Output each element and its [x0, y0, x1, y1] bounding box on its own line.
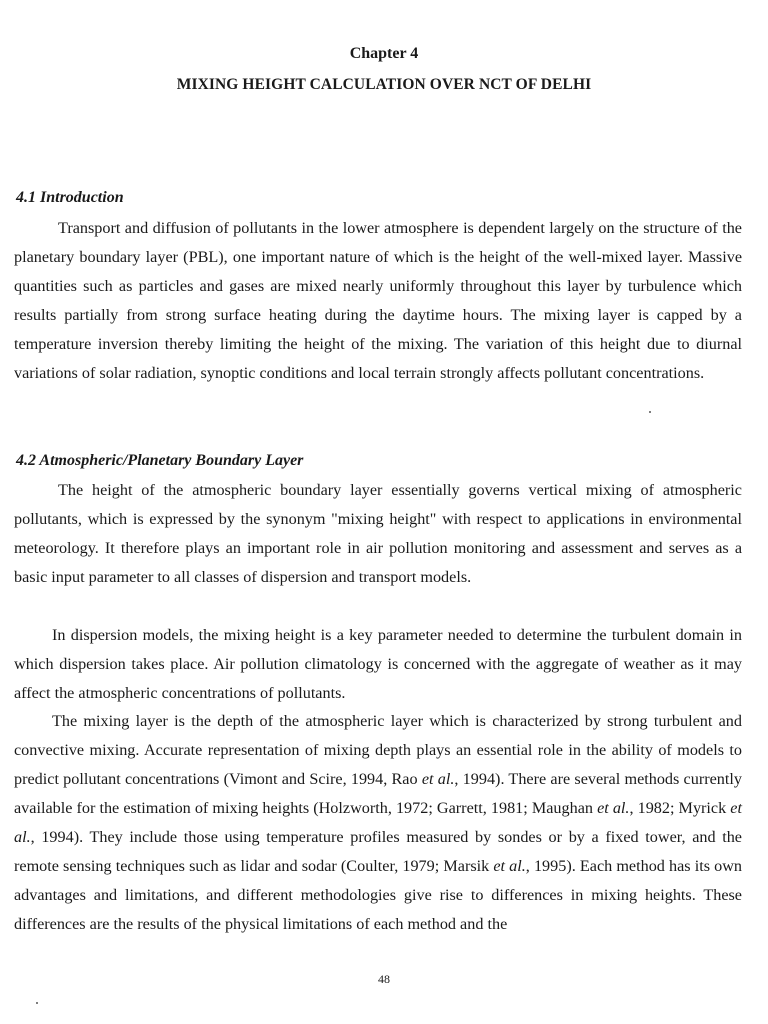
citation-et-al: et al.: [493, 857, 526, 875]
introduction-paragraph: Transport and diffusion of pollutants in the lower atmosphere is dependent largely on the structure of the planetary boundary layer (PBL), one important nature of which is the height of the well-mixed layer. Massive quantities such as particles and gases are mixed nearly uniformly throughout this layer by turbulence which results partially from strong surface heating during the daytime hours. The mixing layer is capped by a temperature inversion thereby limiting the height of the mixing. The variation of this height due to diurnal variations of solar radiation, synoptic conditions and local terrain strongly affects pollutant concentrations.: [14, 219, 742, 382]
scan-speck: [36, 1002, 38, 1004]
section-heading-boundary-layer: 4.2 Atmospheric/Planetary Boundary Layer: [16, 452, 304, 469]
boundary-layer-paragraph-3: [14, 707, 742, 939]
text-run: , 1994). There are several methods currently available for the estimation of mixing heights (Holzworth, 1972; Garrett, 1981; Maughan: [14, 770, 742, 817]
citation-et-al: et al.: [597, 799, 630, 817]
text-run: , 1995). Each method has its own advantages and limitations, and different methodologies give rise to differences in mixing heights. These differences are the results of the physical limitations of each method and the: [14, 857, 742, 933]
text-run: The mixing layer is the depth of the atmospheric layer which is characterized by strong turbulent and convective mixing. Accurate representation of mixing depth plays an essential role in the ability of models to predict pollutant concentrations (Vimont and Scire, 1994, Rao: [14, 712, 742, 788]
chapter-title: MIXING HEIGHT CALCULATION OVER NCT OF DELHI: [176, 76, 592, 93]
citation-et-al: et al.: [421, 770, 455, 788]
scan-speck: [649, 411, 651, 413]
boundary-layer-paragraph-2: In dispersion models, the mixing height is a key parameter needed to determine the turbulent domain in which dispersion takes place. Air pollution climatology is concerned with the aggregate of weather as it may affect the atmospheric concentrations of pollutants.: [14, 626, 742, 702]
page-number: 48: [378, 972, 390, 986]
section-heading-introduction: 4.1 Introduction: [16, 189, 124, 206]
citation-et-al: et al.: [14, 799, 742, 846]
text-run: , 1982; Myrick: [629, 799, 731, 817]
chapter-number: Chapter 4: [349, 45, 419, 62]
text-run: , 1994). They include those using temperature profiles measured by sondes or by a fixed tower, and the remote sensing techniques such as lidar and sodar (Coulter, 1979; Marsik: [14, 828, 742, 875]
boundary-layer-paragraph-1: The height of the atmospheric boundary layer essentially governs vertical mixing of atmospheric pollutants, which is expressed by the synonym "mixing height" with respect to applications in environmental meteorology. It therefore plays an important role in air pollution monitoring and assessment and serves as a basic input parameter to all classes of dispersion and transport models.: [14, 481, 742, 586]
